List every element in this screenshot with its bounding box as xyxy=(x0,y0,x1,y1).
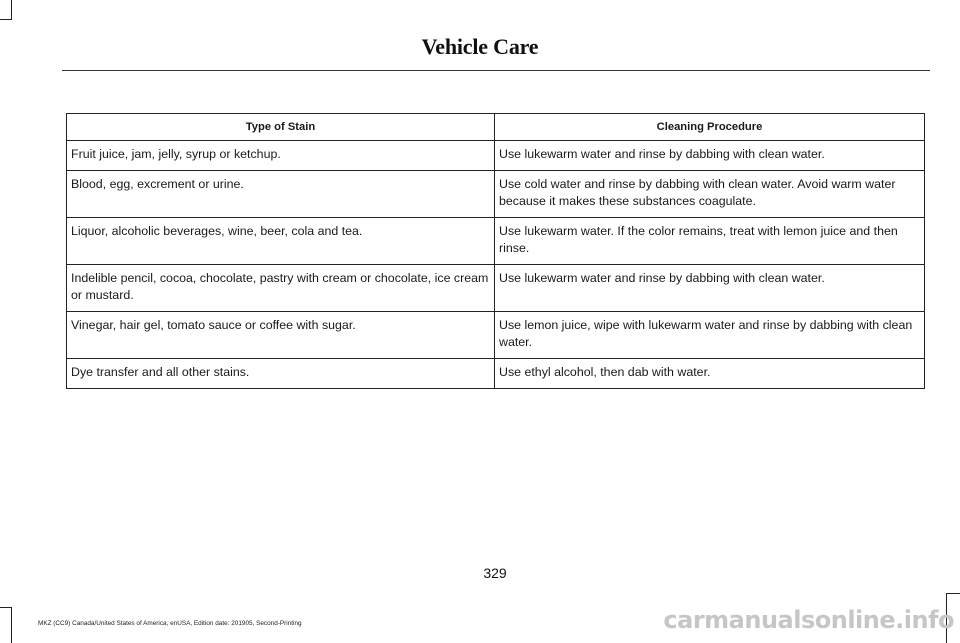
cleaning-procedure-cell: Use lemon juice, wipe with lukewarm water and rinse by dabbing with clean water. xyxy=(495,312,925,359)
stain-type-cell: Liquor, alcoholic beverages, wine, beer, cola and tea. xyxy=(67,218,495,265)
column-header-cleaning-procedure: Cleaning Procedure xyxy=(495,114,925,141)
cleaning-procedure-cell: Use lukewarm water. If the color remains, treat with lemon juice and then rinse. xyxy=(495,218,925,265)
watermark: carmanualsonline.info xyxy=(663,606,954,634)
crop-mark xyxy=(11,607,12,643)
stain-type-cell: Indelible pencil, cocoa, chocolate, pastry with cream or chocolate, ice cream or mustard. xyxy=(67,265,495,312)
table-row xyxy=(67,218,925,265)
stain-type-cell: Blood, egg, excrement or urine. xyxy=(67,171,495,218)
crop-mark xyxy=(946,593,960,594)
stain-type-cell: Dye transfer and all other stains. xyxy=(67,359,495,389)
crop-mark xyxy=(0,19,12,20)
cleaning-procedure-cell: Use cold water and rinse by dabbing with clean water. Avoid warm water because it makes these substances coagulate. xyxy=(495,171,925,218)
table-row xyxy=(67,171,925,218)
table-row xyxy=(67,141,925,171)
table-row xyxy=(67,312,925,359)
edition-footer: MKZ (CC9) Canada/United States of America, enUSA, Edition date: 201905, Second-Printing xyxy=(38,620,302,627)
title-divider xyxy=(62,70,930,71)
table-row xyxy=(67,265,925,312)
cleaning-procedure-cell: Use ethyl alcohol, then dab with water. xyxy=(495,359,925,389)
table-row xyxy=(67,359,925,389)
stain-type-cell: Fruit juice, jam, jelly, syrup or ketchup. xyxy=(67,141,495,171)
column-header-stain-type: Type of Stain xyxy=(67,114,495,141)
page-number: 329 xyxy=(483,565,507,581)
crop-mark xyxy=(0,607,12,608)
cleaning-procedure-cell: Use lukewarm water and rinse by dabbing with clean water. xyxy=(495,141,925,171)
page-title: Vehicle Care xyxy=(421,34,539,59)
stain-type-cell: Vinegar, hair gel, tomato sauce or coffee with sugar. xyxy=(67,312,495,359)
cleaning-procedure-cell: Use lukewarm water and rinse by dabbing with clean water. xyxy=(495,265,925,312)
table-header-row xyxy=(67,114,925,141)
stain-cleaning-table xyxy=(66,113,925,389)
crop-mark xyxy=(11,0,12,20)
